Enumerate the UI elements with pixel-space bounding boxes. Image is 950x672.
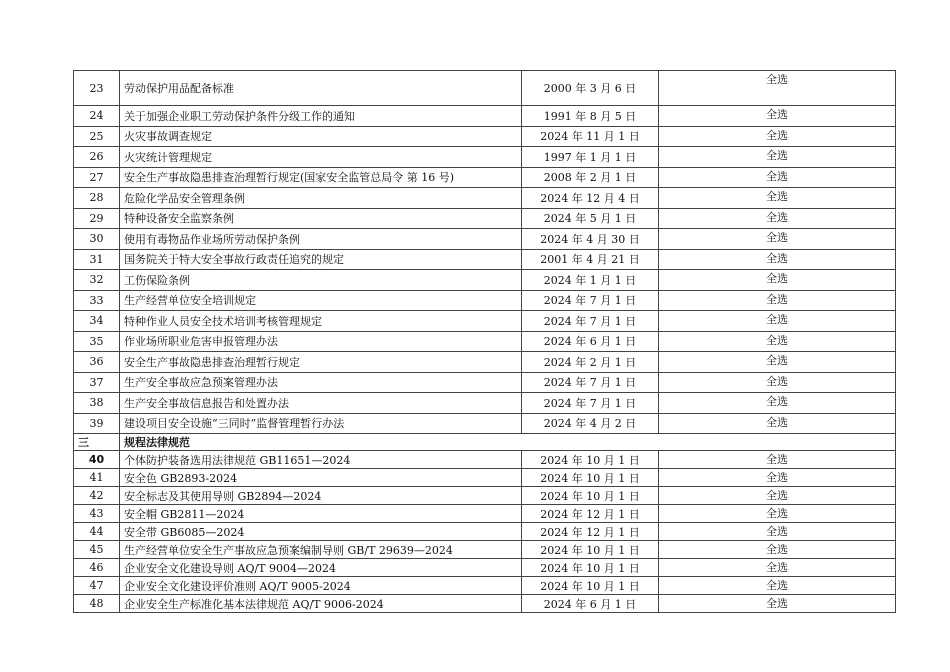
regulation-title: 安全生产事故隐患排查治理暂行规定(国家安全监管总局令 第 16 号) xyxy=(120,167,522,188)
scope-value: 全选 xyxy=(659,352,896,373)
effective-date: 2000 年 3 月 6 日 xyxy=(522,71,659,106)
row-number: 31 xyxy=(74,249,120,270)
row-number: 40 xyxy=(74,451,120,469)
regulation-title: 个体防护装备选用法律规范 GB11651—2024 xyxy=(120,451,522,469)
regulation-title: 安全带 GB6085—2024 xyxy=(120,523,522,541)
effective-date: 2024 年 10 月 1 日 xyxy=(522,469,659,487)
table-row xyxy=(74,451,896,469)
scope-value: 全选 xyxy=(659,595,896,613)
scope-value: 全选 xyxy=(659,311,896,332)
row-number: 25 xyxy=(74,126,120,147)
regulation-title: 企业安全文化建设评价准则 AQ/T 9005-2024 xyxy=(120,577,522,595)
effective-date: 1991 年 8 月 5 日 xyxy=(522,106,659,127)
scope-value: 全选 xyxy=(659,451,896,469)
table-row xyxy=(74,352,896,373)
table-row xyxy=(74,577,896,595)
row-number: 45 xyxy=(74,541,120,559)
table-row xyxy=(74,413,896,434)
section-number: 三 xyxy=(74,434,120,451)
effective-date: 2024 年 10 月 1 日 xyxy=(522,559,659,577)
regulation-title: 火灾统计管理规定 xyxy=(120,147,522,168)
regulation-title: 建设项目安全设施“三同时”监督管理暂行办法 xyxy=(120,413,522,434)
effective-date: 2024 年 7 月 1 日 xyxy=(522,393,659,414)
effective-date: 2024 年 7 月 1 日 xyxy=(522,372,659,393)
table-row xyxy=(74,126,896,147)
scope-value: 全选 xyxy=(659,559,896,577)
effective-date: 2024 年 1 月 1 日 xyxy=(522,270,659,291)
regulation-title: 工伤保险条例 xyxy=(120,270,522,291)
regulation-title: 特种作业人员安全技术培训考核管理规定 xyxy=(120,311,522,332)
table-row xyxy=(74,487,896,505)
scope-value: 全选 xyxy=(659,167,896,188)
row-number: 36 xyxy=(74,352,120,373)
row-number: 38 xyxy=(74,393,120,414)
regulation-title: 劳动保护用品配备标准 xyxy=(120,71,522,106)
regulation-title: 生产经营单位安全培训规定 xyxy=(120,290,522,311)
effective-date: 2001 年 4 月 21 日 xyxy=(522,249,659,270)
section-title: 规程法律规范 xyxy=(120,434,896,451)
effective-date: 2024 年 5 月 1 日 xyxy=(522,208,659,229)
scope-value: 全选 xyxy=(659,331,896,352)
table-row xyxy=(74,208,896,229)
table-row xyxy=(74,106,896,127)
scope-value: 全选 xyxy=(659,541,896,559)
regulation-title: 特种设备安全监察条例 xyxy=(120,208,522,229)
effective-date: 2024 年 6 月 1 日 xyxy=(522,595,659,613)
scope-value: 全选 xyxy=(659,372,896,393)
table-row xyxy=(74,270,896,291)
regulation-title: 安全帽 GB2811—2024 xyxy=(120,505,522,523)
row-number: 37 xyxy=(74,372,120,393)
table-row xyxy=(74,290,896,311)
table-row xyxy=(74,188,896,209)
effective-date: 2024 年 12 月 4 日 xyxy=(522,188,659,209)
row-number: 48 xyxy=(74,595,120,613)
effective-date: 2024 年 10 月 1 日 xyxy=(522,487,659,505)
scope-value: 全选 xyxy=(659,393,896,414)
scope-value: 全选 xyxy=(659,469,896,487)
regulations-table-body xyxy=(74,71,896,613)
table-row xyxy=(74,311,896,332)
effective-date: 2024 年 10 月 1 日 xyxy=(522,451,659,469)
table-row xyxy=(74,469,896,487)
effective-date: 2024 年 6 月 1 日 xyxy=(522,331,659,352)
table-row xyxy=(74,331,896,352)
table-row xyxy=(74,372,896,393)
regulation-title: 企业安全文化建设导则 AQ/T 9004—2024 xyxy=(120,559,522,577)
regulation-title: 危险化学品安全管理条例 xyxy=(120,188,522,209)
table-row xyxy=(74,595,896,613)
effective-date: 2024 年 7 月 1 日 xyxy=(522,290,659,311)
table-row xyxy=(74,523,896,541)
row-number: 41 xyxy=(74,469,120,487)
row-number: 26 xyxy=(74,147,120,168)
scope-value: 全选 xyxy=(659,270,896,291)
effective-date: 2024 年 11 月 1 日 xyxy=(522,126,659,147)
row-number: 42 xyxy=(74,487,120,505)
scope-value: 全选 xyxy=(659,487,896,505)
scope-value: 全选 xyxy=(659,229,896,250)
row-number: 23 xyxy=(74,71,120,106)
row-number: 28 xyxy=(74,188,120,209)
row-number: 44 xyxy=(74,523,120,541)
effective-date: 2024 年 4 月 30 日 xyxy=(522,229,659,250)
table-row xyxy=(74,559,896,577)
effective-date: 2024 年 10 月 1 日 xyxy=(522,541,659,559)
scope-value: 全选 xyxy=(659,290,896,311)
scope-value: 全选 xyxy=(659,577,896,595)
row-number: 33 xyxy=(74,290,120,311)
effective-date: 1997 年 1 月 1 日 xyxy=(522,147,659,168)
table-row xyxy=(74,147,896,168)
scope-value: 全选 xyxy=(659,505,896,523)
regulations-table xyxy=(73,70,896,613)
scope-value: 全选 xyxy=(659,147,896,168)
scope-value: 全选 xyxy=(659,208,896,229)
regulation-title: 火灾事故调查规定 xyxy=(120,126,522,147)
table-row xyxy=(74,167,896,188)
scope-value: 全选 xyxy=(659,523,896,541)
regulation-title: 使用有毒物品作业场所劳动保护条例 xyxy=(120,229,522,250)
row-number: 46 xyxy=(74,559,120,577)
regulation-title: 生产经营单位安全生产事故应急预案编制导则 GB/T 29639—2024 xyxy=(120,541,522,559)
regulation-title: 关于加强企业职工劳动保护条件分级工作的通知 xyxy=(120,106,522,127)
scope-value: 全选 xyxy=(659,126,896,147)
effective-date: 2024 年 4 月 2 日 xyxy=(522,413,659,434)
row-number: 29 xyxy=(74,208,120,229)
regulation-title: 国务院关于特大安全事故行政责任追究的规定 xyxy=(120,249,522,270)
regulation-title: 安全标志及其使用导则 GB2894—2024 xyxy=(120,487,522,505)
regulation-title: 作业场所职业危害申报管理办法 xyxy=(120,331,522,352)
scope-value: 全选 xyxy=(659,71,896,106)
row-number: 39 xyxy=(74,413,120,434)
row-number: 43 xyxy=(74,505,120,523)
table-row xyxy=(74,505,896,523)
row-number: 32 xyxy=(74,270,120,291)
regulation-title: 生产安全事故信息报告和处置办法 xyxy=(120,393,522,414)
row-number: 35 xyxy=(74,331,120,352)
scope-value: 全选 xyxy=(659,413,896,434)
effective-date: 2008 年 2 月 1 日 xyxy=(522,167,659,188)
table-row xyxy=(74,71,896,106)
table-row xyxy=(74,393,896,414)
effective-date: 2024 年 2 月 1 日 xyxy=(522,352,659,373)
regulation-title: 安全生产事故隐患排查治理暂行规定 xyxy=(120,352,522,373)
effective-date: 2024 年 10 月 1 日 xyxy=(522,577,659,595)
scope-value: 全选 xyxy=(659,188,896,209)
row-number: 24 xyxy=(74,106,120,127)
effective-date: 2024 年 12 月 1 日 xyxy=(522,523,659,541)
regulation-title: 生产安全事故应急预案管理办法 xyxy=(120,372,522,393)
row-number: 34 xyxy=(74,311,120,332)
table-row xyxy=(74,541,896,559)
regulation-title: 企业安全生产标准化基本法律规范 AQ/T 9006-2024 xyxy=(120,595,522,613)
table-row xyxy=(74,249,896,270)
row-number: 47 xyxy=(74,577,120,595)
effective-date: 2024 年 12 月 1 日 xyxy=(522,505,659,523)
scope-value: 全选 xyxy=(659,249,896,270)
row-number: 27 xyxy=(74,167,120,188)
effective-date: 2024 年 7 月 1 日 xyxy=(522,311,659,332)
regulation-title: 安全色 GB2893-2024 xyxy=(120,469,522,487)
table-row xyxy=(74,229,896,250)
section-header-row xyxy=(74,434,896,451)
row-number: 30 xyxy=(74,229,120,250)
scope-value: 全选 xyxy=(659,106,896,127)
